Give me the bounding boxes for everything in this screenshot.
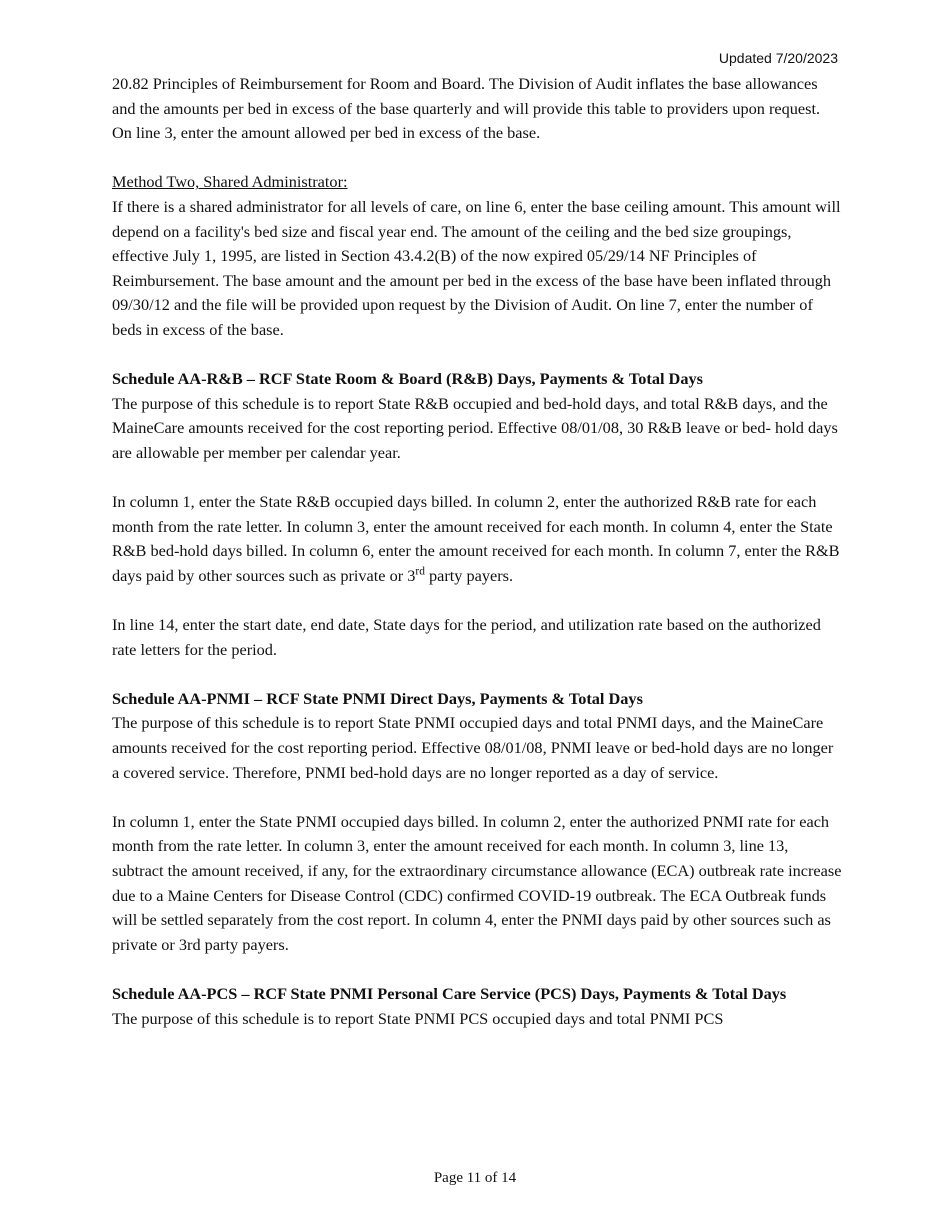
page-number: Page 11 of 14 — [433, 1170, 517, 1186]
method-two-paragraph: If there is a shared administrator for all levels of care, on line 6, enter the base ceiling amount. This amount will depend on a facility's bed size and fiscal year end. The amount of the ceiling and the bed size groupings, effective July 1, 1995, are listed in Section 43.4.2(B) of the now expired 05/29/14 NF Principles of Reimbursement. The base amount and the amount per bed in the excess of the base have been inflated through 09/30/12 and the file will be provided upon request by the Division of Audit. On line 7, enter the number of beds in excess of the base. — [112, 196, 841, 339]
schedule-rb-columns-text: In column 1, enter the State R&B occupied days billed. In column 2, enter the authorized R&B rate for each month from the rate letter. In column 3, enter the amount received for each month. In column 4, enter the State R&B bed-hold days billed. In column 6, enter the amount received for each month. In column 7, enter the R&B days paid by other sources such as private or 3 — [112, 492, 840, 585]
schedule-pnmi-purpose: The purpose of this schedule is to report State PNMI occupied days and total PNMI days, and the MaineCare amounts received for the cost reporting period. Effective 08/01/08, PNMI leave or bed-hold days are no longer a covered service. Therefore, PNMI bed-hold days are no longer reported as a day of service. — [112, 713, 834, 782]
method-two-title: Method Two, Shared Administrator: — [112, 172, 348, 192]
schedule-pnmi-columns: In column 1, enter the State PNMI occupied days billed. In column 2, enter the authorized PNMI rate for each month from the rate letter. In column 3, enter the amount received for each month. In column 3, line 13, subtract the amount received, if any, for the extraordinary circumstance allowance (ECA) outbreak rate increase due to a Maine Centers for Disease Control (CDC) confirmed COVID-19 outbreak. The ECA Outbreak funds will be settled separately from the cost report. In column 4, enter the PNMI days paid by other sources such as private or 3rd party payers. — [112, 811, 842, 954]
schedule-rb-columns-end: party payers. — [424, 565, 514, 585]
intro-paragraph: 20.82 Principles of Reimbursement for Room and Board. The Division of Audit inflates the base allowances and the amounts per bed in excess of the base quarterly and will provide this table to providers upon request. On line 3, enter the amount allowed per bed in excess of the base. — [112, 74, 821, 143]
schedule-rb-heading: Schedule AA-R&B – RCF State Room & Board (R&B) Days, Payments & Total Days — [112, 369, 703, 389]
schedule-rb-columns — [112, 490, 842, 588]
schedule-pnmi-heading: Schedule AA-PNMI – RCF State PNMI Direct Days, Payments & Total Days — [112, 688, 643, 708]
ordinal-suffix: rd — [415, 565, 425, 578]
updated-date: Updated 7/20/2023 — [718, 50, 838, 66]
schedule-rb-purpose: The purpose of this schedule is to report State R&B occupied and bed-hold days, and total R&B days, and the MaineCare amounts received for the cost reporting period. Effective 08/01/08, 30 R&B leave or bed- hold days are allowable per member per calendar year. — [112, 393, 838, 462]
schedule-rb-line14: In line 14, enter the start date, end date, State days for the period, and utilization rate based on the authorized rate letters for the period. — [112, 615, 821, 659]
schedule-pcs-heading: Schedule AA-PCS – RCF State PNMI Personal Care Service (PCS) Days, Payments & Total Days — [112, 983, 787, 1003]
document-body — [112, 72, 842, 1031]
schedule-pcs-purpose: The purpose of this schedule is to report State PNMI PCS occupied days and total PNMI PCS — [112, 1008, 724, 1028]
